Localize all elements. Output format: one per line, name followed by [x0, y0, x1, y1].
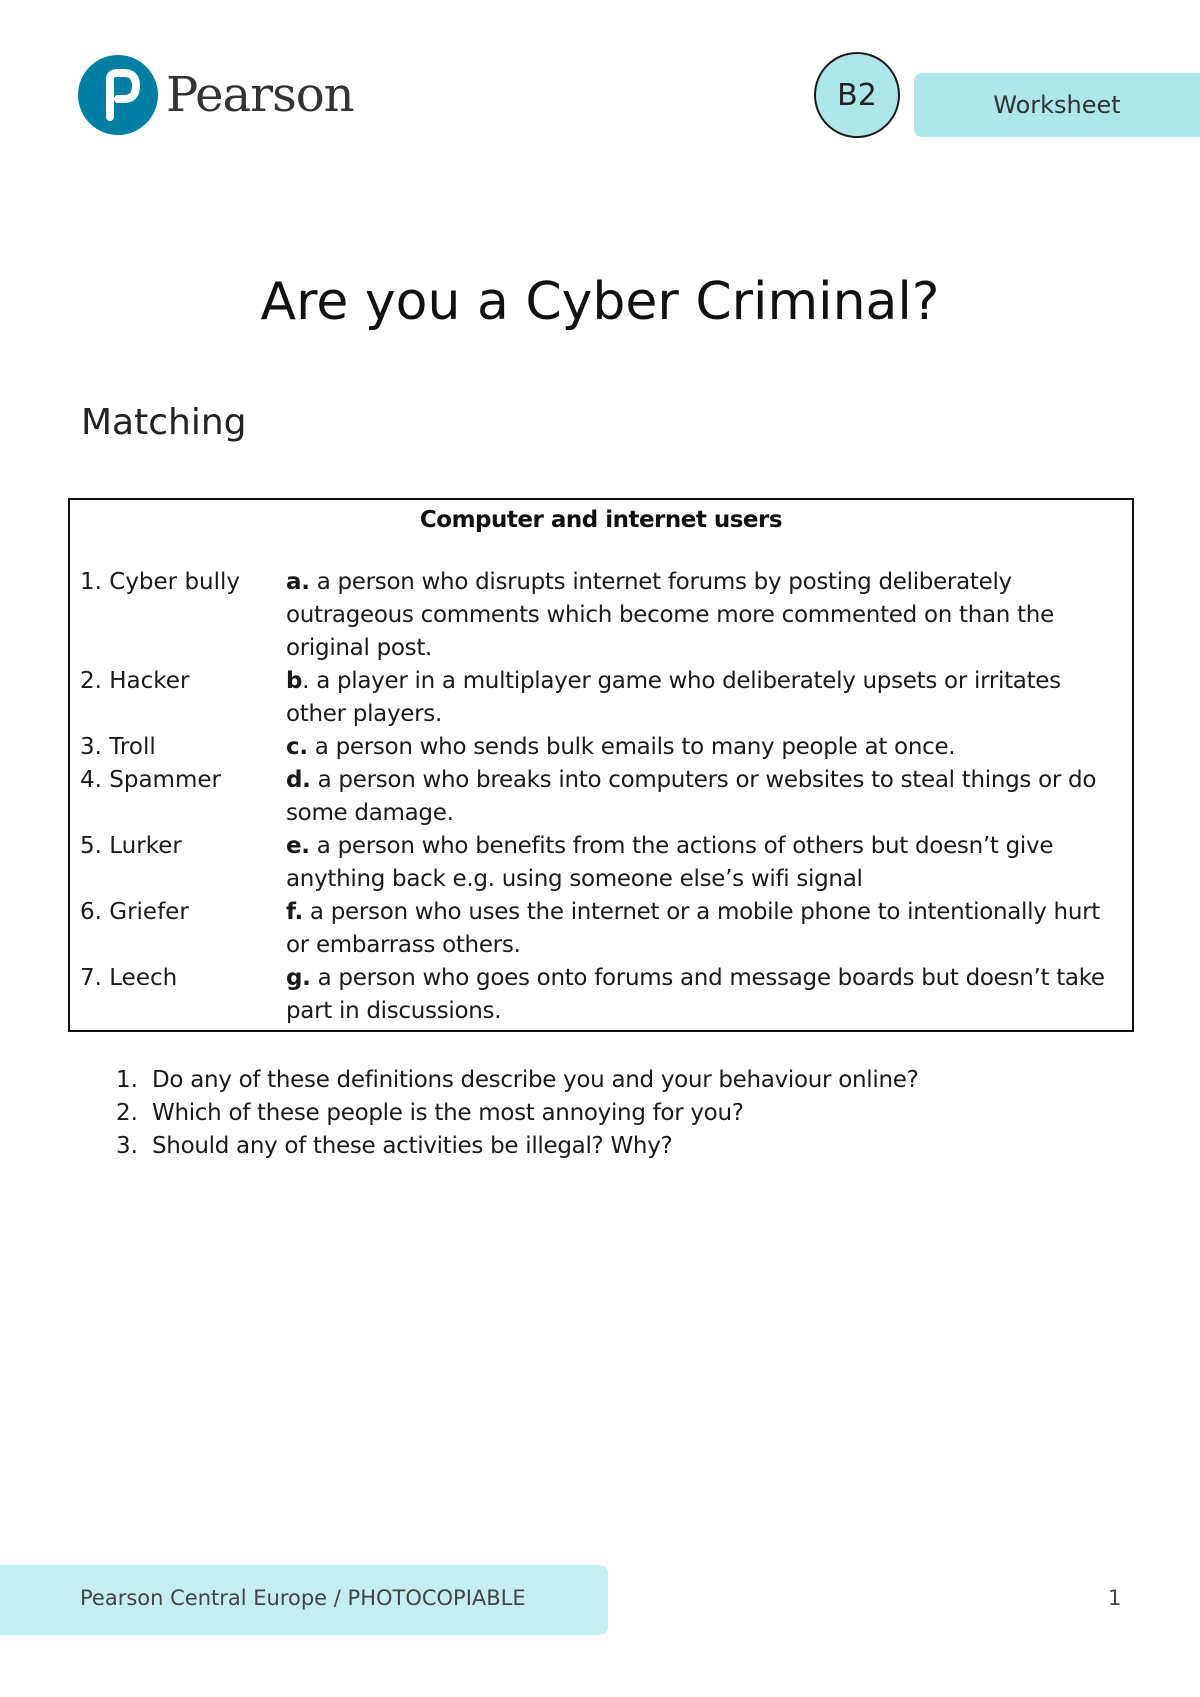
definition-text: a person who benefits from the actions of others but doesn’t give anything back e.g. using someone else’s wifi signal — [286, 833, 1054, 892]
definition-text: a person who breaks into computers or websites to steal things or do some damage. — [286, 767, 1097, 826]
definition — [286, 830, 1126, 896]
definition — [286, 665, 1126, 731]
definition-text: a person who uses the internet or a mobile phone to intentionally hurt or embarrass others. — [286, 899, 1100, 958]
definition-letter: c. — [286, 734, 308, 760]
question-text: Should any of these activities be illegal? Why? — [152, 1133, 673, 1159]
question-number: 3. — [116, 1133, 138, 1159]
definition — [286, 566, 1126, 665]
question-item — [116, 1064, 918, 1097]
definition-letter: b — [286, 668, 303, 694]
pearson-logo — [78, 55, 354, 135]
matching-row — [70, 830, 1132, 896]
definition-text: a person who goes onto forums and message boards but doesn’t take part in discussions. — [286, 965, 1105, 1024]
footer-text: Pearson Central Europe / PHOTOCOPIABLE — [80, 1586, 526, 1610]
worksheet-tab: Worksheet — [914, 73, 1200, 137]
term: 2. Hacker — [80, 668, 190, 694]
question-item — [116, 1130, 918, 1163]
page-number: 1 — [1108, 1586, 1122, 1610]
matching-row — [70, 665, 1132, 731]
term: 6. Griefer — [80, 899, 189, 925]
definition-letter: d. — [286, 767, 311, 793]
matching-row — [70, 896, 1132, 962]
definition-text: . a player in a multiplayer game who deliberately upsets or irritates other players. — [286, 668, 1061, 727]
definition — [286, 764, 1126, 830]
question-text: Do any of these definitions describe you and your behaviour online? — [152, 1067, 919, 1093]
definition — [286, 731, 1126, 764]
definition-letter: a. — [286, 569, 310, 595]
section-heading: Matching — [81, 402, 247, 443]
page-title: Are you a Cyber Criminal? — [260, 272, 940, 332]
matching-row — [70, 731, 1132, 764]
definition-text: a person who disrupts internet forums by posting deliberately outrageous comments which become more commented on than the original post. — [286, 569, 1054, 661]
definition-letter: g. — [286, 965, 311, 991]
pearson-p-icon — [78, 55, 158, 135]
question-text: Which of these people is the most annoying for you? — [152, 1100, 744, 1126]
term: 5. Lurker — [80, 833, 182, 859]
question-number: 1. — [116, 1067, 138, 1093]
matching-row — [70, 764, 1132, 830]
matching-heading: Computer and internet users — [419, 507, 783, 533]
brand-name: Pearson — [166, 67, 354, 123]
definition-letter: f. — [286, 899, 303, 925]
term: 4. Spammer — [80, 767, 221, 793]
definition-text: a person who sends bulk emails to many people at once. — [314, 734, 956, 760]
term: 3. Troll — [80, 734, 156, 760]
matching-table — [68, 498, 1134, 1032]
matching-row — [70, 962, 1132, 1028]
definition-letter: e. — [286, 833, 310, 859]
question-item — [116, 1097, 918, 1130]
discussion-questions — [116, 1064, 918, 1163]
matching-row — [70, 566, 1132, 665]
term: 7. Leech — [80, 965, 178, 991]
definition — [286, 962, 1126, 1028]
definition — [286, 896, 1126, 962]
question-number: 2. — [116, 1100, 138, 1126]
term: 1. Cyber bully — [80, 569, 241, 595]
matching-rows — [70, 566, 1132, 1028]
level-badge: B2 — [814, 52, 900, 138]
